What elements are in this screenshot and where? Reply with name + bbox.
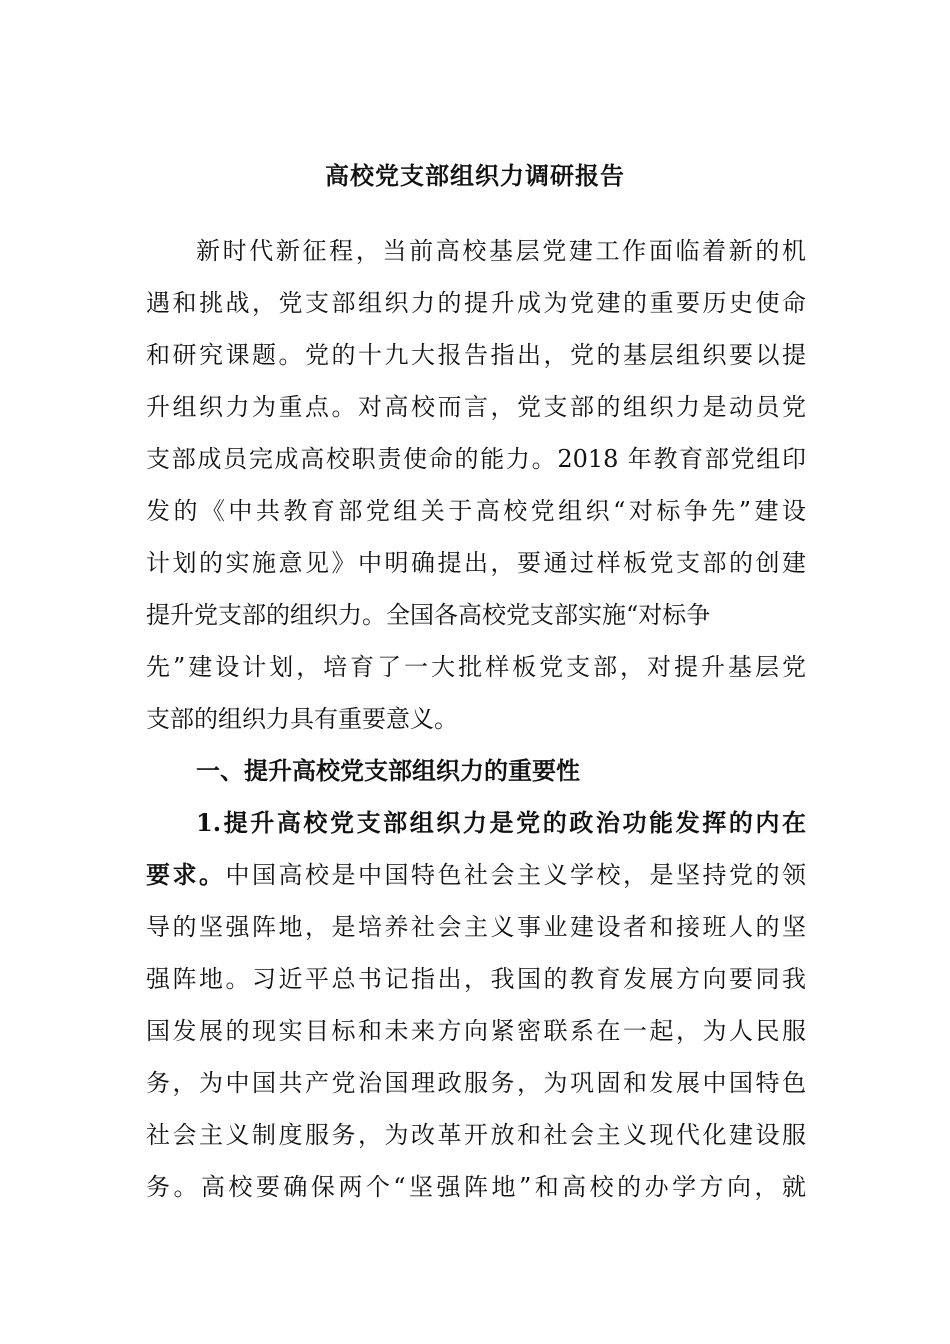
paragraph-line: 计划的实施意见》中明确提出，要通过样板党支部的创建 <box>146 549 806 577</box>
paragraph-line: 升组织力为重点。对高校而言，党支部的组织力是动员党 <box>146 393 806 421</box>
paragraph-bold-lead: 1.提升高校党支部组织力是党的政治功能发挥的内在 <box>196 808 806 837</box>
paragraph-line: 强阵地。习近平总书记指出，我国的教育发展方向要同我 <box>146 965 806 993</box>
paragraph-line: 支部成员完成高校职责使命的能力。2018 年教育部党组印 <box>146 445 806 473</box>
paragraph-line: 遇和挑战，党支部组织力的提升成为党建的重要历史使命 <box>146 289 806 317</box>
paragraph-line: 务。高校要确保两个“坚强阵地”和高校的办学方向，就 <box>146 1173 806 1201</box>
paragraph-text: 中国高校是中国特色社会主义学校，是坚持党的领 <box>225 861 806 889</box>
paragraph-line: 提升党支部的组织力。全国各高校党支部实施“对标争 <box>146 601 711 629</box>
document-title: 高校党支部组织力调研报告 <box>325 161 625 190</box>
section-heading: 一、提升高校党支部组织力的重要性 <box>196 756 580 785</box>
paragraph-line: 先”建设计划，培育了一大批样板党支部，对提升基层党 <box>146 653 806 681</box>
paragraph-line: 支部的组织力具有重要意义。 <box>146 705 458 733</box>
paragraph-line: 和研究课题。党的十九大报告指出，党的基层组织要以提 <box>146 341 806 369</box>
paragraph-line: 国发展的现实目标和未来方向紧密联系在一起，为人民服 <box>146 1017 806 1045</box>
paragraph-line: 新时代新征程，当前高校基层党建工作面临着新的机 <box>196 237 806 265</box>
paragraph-line <box>146 855 806 895</box>
bold-lead-end: 要求。 <box>146 860 226 889</box>
paragraph-line: 社会主义制度服务，为改革开放和社会主义现代化建设服 <box>146 1121 806 1149</box>
paragraph-line: 务，为中国共产党治国理政服务，为巩固和发展中国特色 <box>146 1069 806 1097</box>
paragraph-line: 发的《中共教育部党组关于高校党组织“对标争先”建设 <box>146 497 806 525</box>
paragraph-line: 导的坚强阵地，是培养社会主义事业建设者和接班人的坚 <box>146 913 806 941</box>
